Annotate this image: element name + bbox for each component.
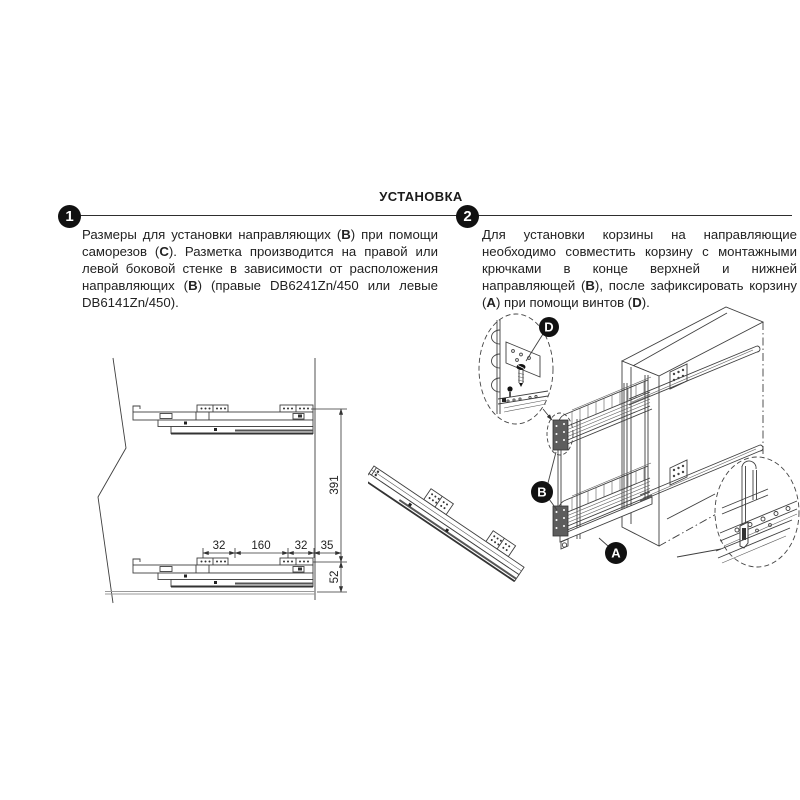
rail-hook-bracket-lower bbox=[553, 506, 568, 536]
panel-dimension-drawing bbox=[90, 350, 360, 700]
step-number-1: 1 bbox=[58, 205, 81, 228]
step-2-instructions: Для установки корзины на направляющие необходимо совместить корзину с монтажными крючками в конце верхней и нижней направляющей (B), после зафиксировать корзину (A) при помощи винтов (D). bbox=[482, 227, 797, 310]
dim-32-left: 32 bbox=[212, 540, 226, 552]
section-divider-line bbox=[80, 215, 792, 216]
loose-slide-rail bbox=[368, 455, 531, 581]
basket-installation-drawing bbox=[368, 292, 800, 610]
step-number-2: 2 bbox=[456, 205, 479, 228]
page-title: УСТАНОВКА bbox=[379, 189, 463, 204]
step-1-instructions: Размеры для установки направляющих (B) при помощи саморезов (C). Разметка производится на правой или левой боковой стенке в зависимости от расположения направляющих (B) (правые DB6241Zn/450 или левые DB6141Zn/450). bbox=[82, 227, 438, 310]
dim-35: 35 bbox=[320, 540, 334, 552]
dim-160: 160 bbox=[251, 540, 271, 552]
label-A bbox=[599, 538, 627, 564]
label-B-text: B bbox=[537, 484, 547, 500]
lower-slide-rail bbox=[133, 558, 313, 587]
label-B bbox=[531, 452, 557, 510]
label-D-text: D bbox=[544, 319, 554, 335]
dim-52: 52 bbox=[329, 570, 341, 584]
label-A-text: A bbox=[611, 545, 621, 561]
upper-slide-rail bbox=[133, 405, 313, 434]
dim-32-right: 32 bbox=[294, 540, 308, 552]
detail-balloon-hook bbox=[715, 457, 799, 567]
dim-391: 391 bbox=[329, 475, 341, 495]
